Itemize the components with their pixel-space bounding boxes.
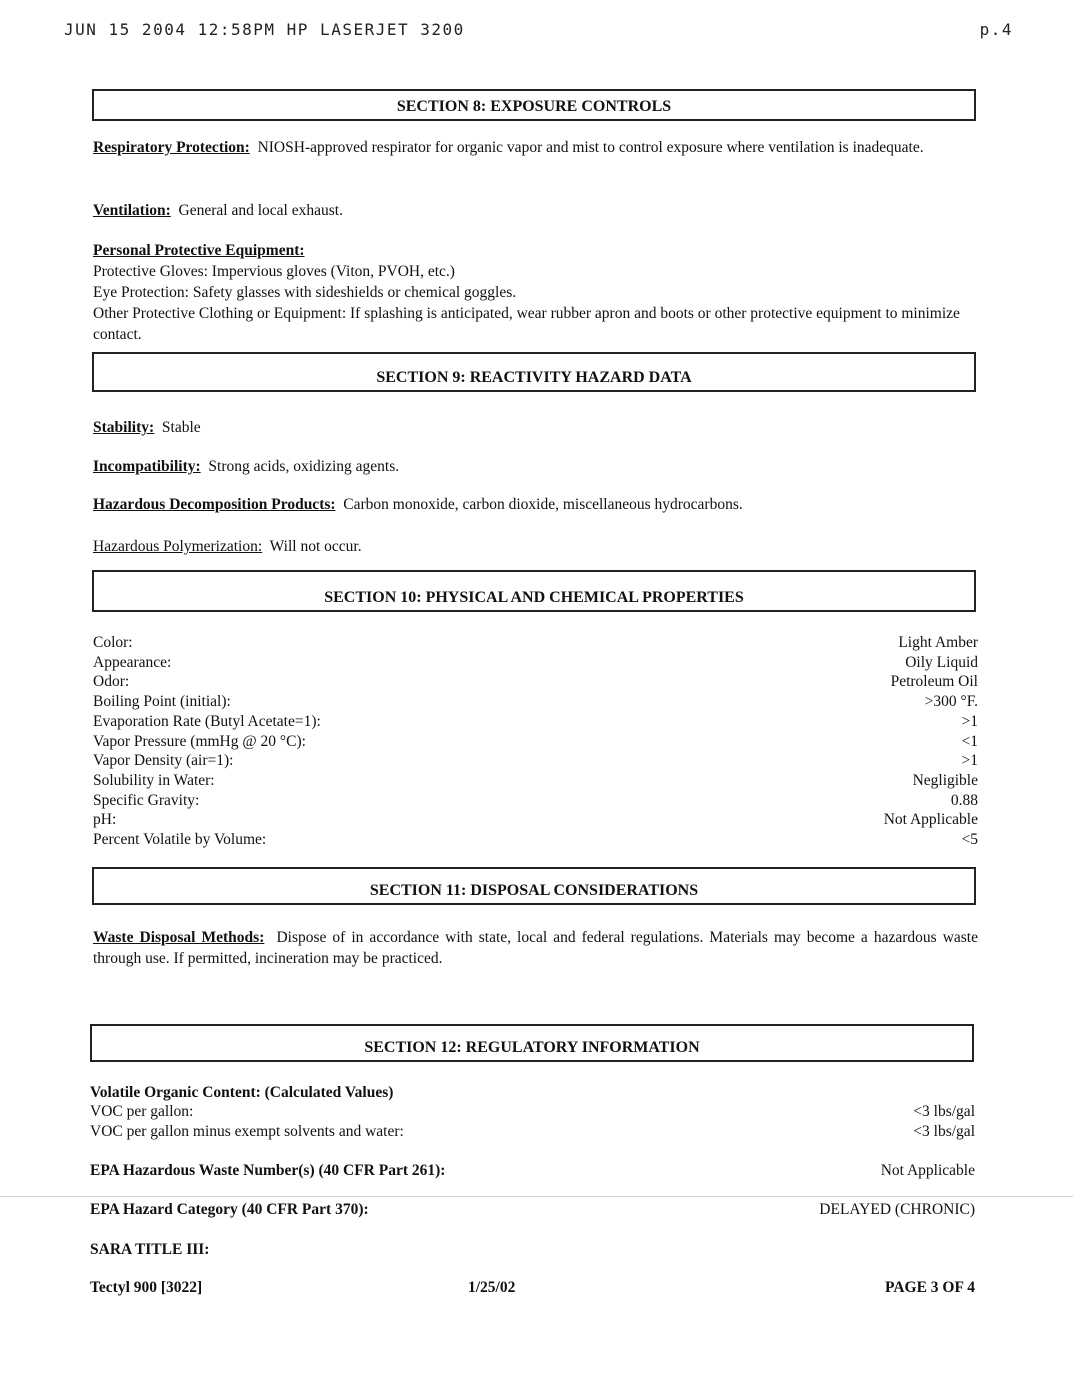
property-value: <5	[961, 831, 978, 849]
property-label: Vapor Density (air=1):	[93, 752, 234, 770]
property-label: pH:	[93, 811, 117, 829]
respiratory-text: NIOSH-approved respirator for organic vapor and mist to control exposure where ventilation is inadequate.	[257, 139, 924, 156]
property-row	[93, 712, 978, 732]
section-9-title: SECTION 9: REACTIVITY HAZARD DATA	[376, 369, 692, 386]
footer-date: 1/25/02	[468, 1279, 516, 1296]
voc-heading-row	[90, 1084, 975, 1102]
waste-disposal	[93, 927, 978, 969]
property-value: Oily Liquid	[905, 653, 978, 671]
property-row	[93, 751, 978, 771]
property-row	[93, 633, 978, 653]
voc-minus-value: <3 lbs/gal	[913, 1123, 975, 1140]
stability	[93, 417, 978, 438]
section-8-title: SECTION 8: EXPOSURE CONTROLS	[396, 98, 672, 115]
incompatibility-label: Incompatibility:	[93, 458, 201, 475]
property-row	[93, 732, 978, 752]
scan-artifact-line	[0, 1196, 1073, 1197]
sara-row	[90, 1241, 975, 1259]
property-row	[93, 692, 978, 712]
decomposition-text: Carbon monoxide, carbon dioxide, miscellaneous hydrocarbons.	[343, 496, 743, 513]
fax-page-number: p.4	[979, 20, 1013, 39]
epa-category-value: DELAYED (CHRONIC)	[819, 1201, 975, 1218]
polymerization-label: Hazardous Polymerization:	[93, 538, 263, 555]
voc-per-gallon-row	[90, 1103, 975, 1121]
respiratory-label: Respiratory Protection:	[93, 139, 250, 156]
property-label: Evaporation Rate (Butyl Acetate=1):	[93, 712, 321, 730]
epa-waste-value: Not Applicable	[880, 1162, 975, 1179]
voc-per-gallon-label: VOC per gallon:	[90, 1103, 194, 1120]
decomposition-label: Hazardous Decomposition Products:	[93, 496, 336, 513]
property-value: >1	[961, 712, 978, 730]
ppe-gloves: Protective Gloves: Impervious gloves (Viton, PVOH, etc.)	[93, 263, 455, 280]
property-value: Petroleum Oil	[890, 673, 978, 691]
property-label: Odor:	[93, 673, 130, 691]
waste-disposal-text: Dispose of in accordance with state, local and federal regulations. Materials may become a hazardous waste through use. If permitted, incineration may be practiced.	[93, 929, 978, 967]
fax-header-timestamp: JUN 15 2004 12:58PM HP LASERJET 3200	[64, 20, 465, 39]
property-label: Percent Volatile by Volume:	[93, 831, 267, 849]
voc-per-gallon-value: <3 lbs/gal	[913, 1103, 975, 1120]
properties-list	[93, 633, 978, 850]
property-row	[93, 791, 978, 811]
stability-text: Stable	[161, 419, 201, 436]
epa-waste-row	[90, 1162, 975, 1180]
voc-heading: Volatile Organic Content: (Calculated Values)	[90, 1084, 394, 1101]
respiratory-protection	[93, 137, 978, 158]
property-row	[93, 771, 978, 791]
incompatibility	[93, 456, 978, 477]
personal-protective-equipment	[93, 240, 978, 345]
footer-page: PAGE 3 OF 4	[885, 1279, 975, 1296]
property-row	[93, 810, 978, 830]
property-row	[93, 830, 978, 850]
ppe-label: Personal Protective Equipment:	[93, 242, 305, 259]
property-label: Specific Gravity:	[93, 791, 200, 809]
property-row	[93, 672, 978, 692]
section-11-header	[92, 867, 976, 905]
section-12-title: SECTION 12: REGULATORY INFORMATION	[364, 1039, 700, 1056]
voc-minus-row	[90, 1123, 975, 1141]
stability-label: Stability:	[93, 419, 155, 436]
section-12-header	[90, 1024, 974, 1062]
property-label: Boiling Point (initial):	[93, 693, 231, 711]
property-label: Appearance:	[93, 653, 172, 671]
ppe-other: Other Protective Clothing or Equipment: If splashing is anticipated, wear rubber apron and boots or other protective equipment to minimize contact.	[93, 305, 960, 343]
property-value: >1	[961, 752, 978, 770]
footer-product: Tectyl 900 [3022]	[90, 1279, 203, 1296]
section-9-header	[92, 352, 976, 392]
property-value: 0.88	[950, 791, 978, 809]
epa-category-row	[90, 1201, 975, 1219]
property-label: Vapor Pressure (mmHg @ 20 °C):	[93, 732, 306, 750]
voc-minus-label: VOC per gallon minus exempt solvents and water:	[90, 1123, 404, 1140]
property-value: >300 °F.	[924, 693, 978, 711]
property-value: Negligible	[912, 771, 978, 789]
property-row	[93, 653, 978, 673]
ventilation-text: General and local exhaust.	[178, 202, 343, 219]
section-11-title: SECTION 11: DISPOSAL CONSIDERATIONS	[369, 882, 699, 899]
section-8-header	[92, 89, 976, 121]
section-10-title: SECTION 10: PHYSICAL AND CHEMICAL PROPERTIES	[324, 589, 744, 606]
property-value: Not Applicable	[883, 811, 978, 829]
ppe-eye: Eye Protection: Safety glasses with sideshields or chemical goggles.	[93, 284, 517, 301]
property-label: Color:	[93, 634, 133, 651]
property-label: Solubility in Water:	[93, 771, 215, 789]
property-value: <1	[961, 732, 978, 750]
incompatibility-text: Strong acids, oxidizing agents.	[208, 458, 400, 475]
ventilation	[93, 200, 978, 221]
sara-label: SARA TITLE III:	[90, 1241, 210, 1258]
waste-disposal-label: Waste Disposal Methods:	[93, 929, 265, 946]
decomposition-products	[93, 494, 978, 515]
polymerization	[93, 536, 978, 557]
property-value: Light Amber	[898, 634, 978, 651]
epa-waste-label: EPA Hazardous Waste Number(s) (40 CFR Part 261):	[90, 1162, 446, 1179]
ventilation-label: Ventilation:	[93, 202, 171, 219]
epa-category-label: EPA Hazard Category (40 CFR Part 370):	[90, 1201, 369, 1218]
section-10-header	[92, 570, 976, 612]
polymerization-text: Will not occur.	[269, 538, 362, 555]
